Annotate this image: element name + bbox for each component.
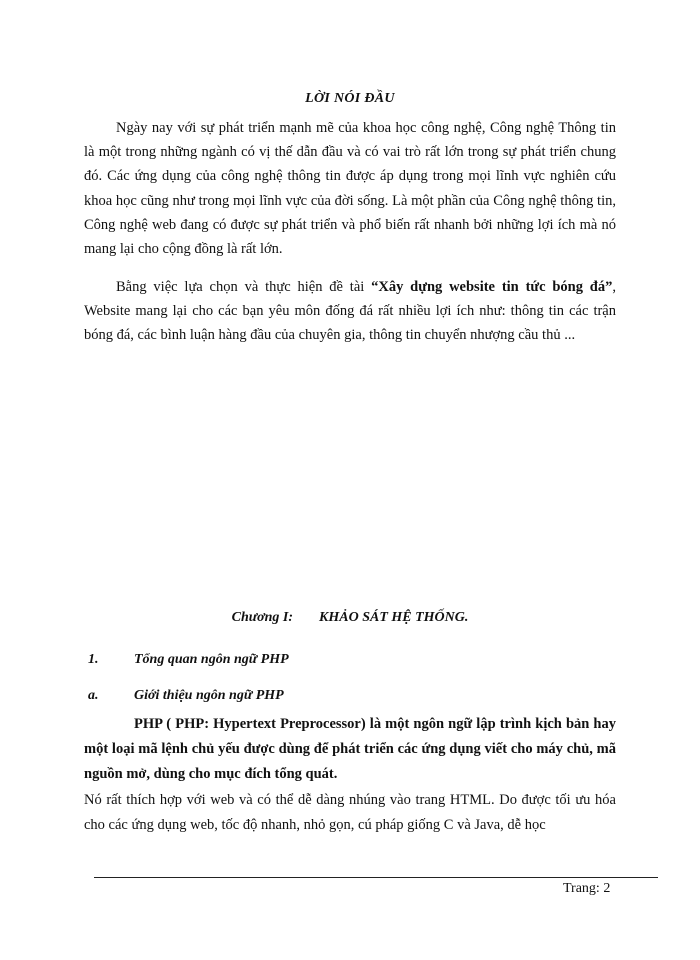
section-title: Tổng quan ngôn ngữ PHP — [134, 652, 289, 667]
php-intro-text: PHP ( PHP: Hypertext Preprocessor) là một ngôn ngữ lập trình kịch bản hay một loại mã lệnh chủ yếu được dùng để phát triển các ứng dụng viết cho máy chủ, mã nguồn mở, dùng cho mục đích tổng quát. — [84, 716, 616, 782]
preface-title: LỜI NÓI ĐẦU — [305, 91, 395, 106]
php-intro-paragraph — [84, 712, 616, 787]
preface-paragraph-2-lead: Bằng việc lựa chọn và thực hiện đề tài — [116, 279, 372, 295]
subsection-title: Giới thiệu ngôn ngữ PHP — [134, 688, 284, 703]
subsection-letter: a. — [88, 688, 99, 703]
subsection-heading-a — [88, 688, 284, 704]
section-heading-1 — [88, 652, 289, 668]
preface-paragraph-2 — [84, 275, 616, 348]
section-number: 1. — [88, 652, 99, 667]
php-web-paragraph: Nó rất thích hợp với web và có thể dễ dàng nhúng vào trang HTML. Do được tối ưu hóa cho các ứng dụng web, tốc độ nhanh, nhỏ gọn, cú pháp giống C và Java, dễ học — [84, 792, 616, 833]
preface-paragraph-1-text: Ngày nay với sự phát triển mạnh mẽ của khoa học công nghệ, Công nghệ Thông tin là một trong những ngành có vị thế dẫn đầu và có vai trò rất lớn trong sự phát triển chung đó. Các ứng dụng của công nghệ thông tin được áp dụng trong mọi lĩnh vực nghiên cứu khoa học cũng như trong mọi lĩnh vực của đời sống. Là một phần của Công nghệ thông tin, Công nghệ web đang có được sự phát triển và phổ biến rất nhanh bởi những lợi ích mà nó mang lại cho cộng đồng là rất lớn. — [84, 120, 616, 258]
chapter-title: KHẢO SÁT HỆ THỐNG. — [319, 610, 469, 625]
chapter-heading — [0, 610, 700, 626]
preface-paragraph-2-rest: , Website mang lại cho các bạn yêu môn đống đá rất nhiều lợi ích như: thông tin các trận bóng đá, các bình luận hàng đầu của chuyên gia, thông tin chuyển nhượng cầu thủ ... — [84, 279, 617, 344]
chapter-label: Chương I: — [231, 610, 294, 625]
footer-divider — [94, 877, 658, 878]
page-number: Trang: 2 — [563, 881, 611, 896]
preface-paragraph-1 — [84, 116, 616, 261]
project-topic: “Xây dựng website tin tức bóng đá” — [371, 279, 613, 295]
